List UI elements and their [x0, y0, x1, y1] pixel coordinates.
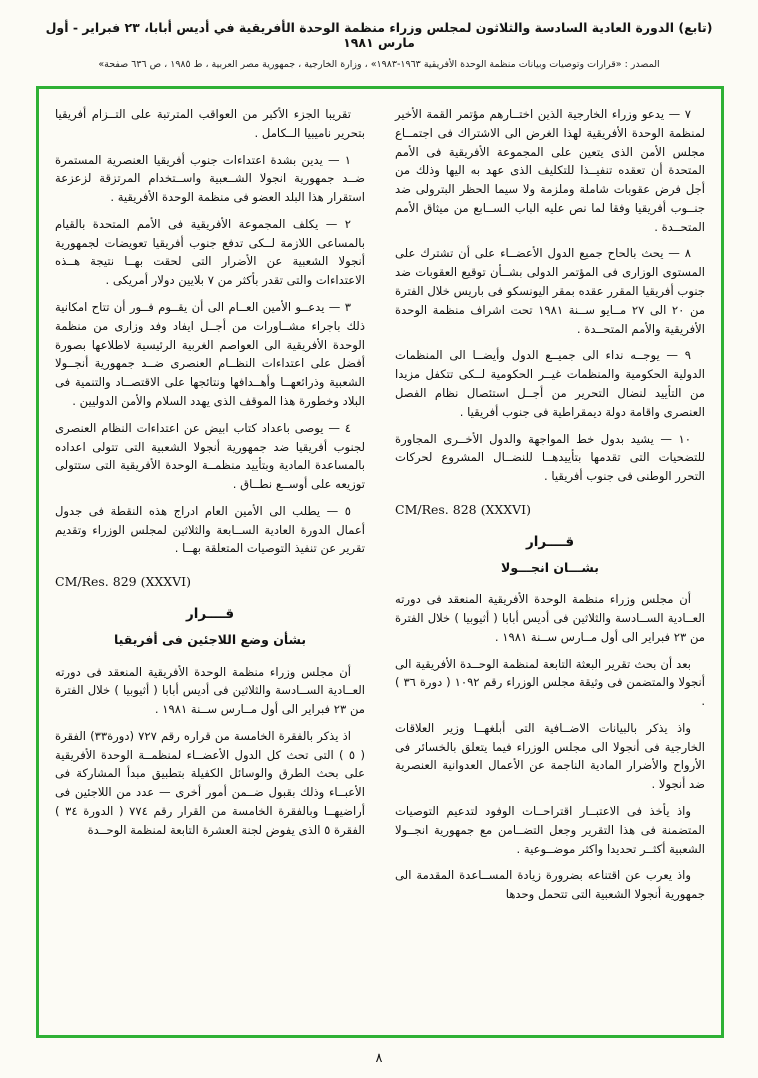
- resolution-subtitle: بشأن وضع اللاجئين فى أفريقيا: [113, 632, 307, 648]
- resolution-subtitle: بشـــان انجـــولا: [501, 559, 599, 575]
- body-paragraph: واذ يذكر بالبيانات الاضــافية التى أبلغهــا وزير العلاقات الخارجية فى أنجولا الى مجلس الوزراء فيما يتعلق بالخسائر فى الأرواح والأضرار المادية الناجمة عن الأعمال العدوانية العنصرية ضد أنجولا .: [395, 720, 705, 792]
- body-paragraph: بعد أن بحث تقرير البعثة التابعة لمنظمة الوحــدة الأفريقية الى أنجولا والمتضمن فى وثيقة مجلس الوزراء رقم ١٠٩٢ ( دورة ٣٦ ) .: [395, 656, 705, 709]
- document-header: [26, 20, 732, 70]
- body-paragraph: ٥ — يطلب الى الأمين العام ادراج هذه النقطة فى جدول أعمال الدورة العادية الســابعة والثلاثين لمجلس الوزراء وتقديم تقرير عن تنفيذ التوصيات المتعلقة بهــا .: [55, 503, 365, 556]
- body-paragraph: ٤ — يوصى باعداد كتاب ابيض عن اعتداءات النظام العنصرى لجنوب أفريقيا ضد جمهورية أنجولا الشعبية التى تتولى اعداده بالمساعدة المادية وبتأييد منظمــة الوحدة الأفريقية التى ستتولى توزيعه على أوســع نطــاق .: [55, 420, 365, 492]
- body-paragraph: ٣ — يدعــو الأمين العــام الى أن يقــوم فــور أن تتاح امكانية ذلك باجراء مشــاورات من أجــل ايفاد وفد وزارى من منظمة الوحدة الأفريقية الى العواصم الغربية الرئيسية لاطلاعها بصورة أفضل على اعتداءات النظــام العنصرى ضــد جمهورية أنجــولا الشعبية وذرائعهــا وأهــدافها ونتائجها على الاقتصــاد والتنمية فى البلاد وخطورة هذا الموقف الذى يهدد السلام والأمن الدوليين .: [55, 300, 365, 408]
- body-paragraph: أن مجلس وزراء منظمة الوحدة الأفريقية المنعقد فى دورته العــادية الســادسة والثلاثين فى أديس أبابا ( أثيوبيا ) خلال الفترة من ٢٣ فبراير الى أول مــارس ســنة ١٩٨١ .: [55, 664, 365, 717]
- body-paragraph: تقريبا الجزء الأكبر من العواقب المترتبة على التــزام أفريقيا بتحرير ناميبيا الــكامل .: [55, 107, 365, 140]
- body-paragraph: اذ يذكر بالفقرة الخامسة من قراره رقم ٧٢٧ (دورة٣٣) الفقرة ( ٥ ) التى تحث كل الدول الأعضــاء لمنظمــة الوحدة الأفريقية على بحث الطرق والوسائل الكفيلة بتطبيق مبدأ المشاركة فى الأعبــاء وذلك بقبول ضــمن أمور أخرى — عدد من اللاجئين فى أراضيهــا وبالفقرة الخامسة من القرار رقم ٧٧٤ ( الدورة ٣٤ ) الفقرة ٥ الذى يفوض لجنة العشرة التابعة لمنظمة الوحــدة: [55, 728, 365, 837]
- header-title: (تابع) الدورة العادية السادسة والثلاثون لمجلس وزراء منظمة الوحدة الأفريقية في أديس أبابا، ٢٣ فبراير - أول مارس ١٩٨١: [45, 20, 713, 50]
- body-paragraph: واذ يأخذ فى الاعتبــار اقتراحــات الوفود لتدعيم التوصيات المتضمنة فى هذا التقرير وجعل التضــامن مع جمهورية انجــولا الشعبية أكثــر تحديدا واكثر موضــوعية .: [395, 804, 705, 856]
- body-paragraph: ٩ — يوجــه نداء الى جميــع الدول وأيضــا الى المنظمات الدولية الحكومية والمنظمات غيــر الحكومية لــكى تتكفل مزيدا من التأييد لنضال التحرير من أجــل استئصال نظام الفصل العنصرى واقامة دولة ديمقراطية فى جنوب أفريقيا .: [395, 348, 705, 419]
- header-source-line: المصدر : «قرارات وتوصيات وبيانات منظمة الوحدة الأفريقية ١٩٦٣-١٩٨٣» ، وزارة الخارجية ، جمهورية مصر العربية ، ط ١٩٨٥ ، ص ٦٣٦ صفحة»: [98, 59, 660, 70]
- two-column-layout: [55, 105, 705, 1025]
- body-paragraph: أن مجلس وزراء منظمة الوحدة الأفريقية المنعقد فى دورته العــادية الســادسة والثلاثين فى أديس أبابا ( أثيوبيا ) خلال الفترة من ٢٣ فبراير الى أول مــارس ســنة ١٩٨١ .: [395, 592, 705, 644]
- content-border-box: [36, 86, 724, 1038]
- body-paragraph: ١٠ — يشيد بدول خط المواجهة والدول الأخــرى المجاورة للتضحيات التى تقدمها بتأييدهــا للنضــال المشروع لحركات التحرر الوطنى فى جنوب أفريقيا .: [395, 431, 705, 484]
- right-column: [395, 105, 705, 1025]
- resolution-title: قــــرار: [185, 606, 235, 623]
- body-paragraph: واذ يعرب عن اقتناعه بضرورة زيادة المســاعدة المقدمة الى جمهورية أنجولا الشعبية التى تتحمل وحدها: [395, 868, 705, 902]
- body-paragraph: ١ — يدين بشدة اعتداءات جنوب أفريقيا العنصرية المستمرة ضــد جمهورية انجولا الشــعبية واســتخدام المرتزقة لزعزعة استقرار هذا البلد العضو فى منظمة الوحدة الأفريقية .: [55, 152, 365, 205]
- left-column: [55, 105, 365, 1025]
- page-number: ٨: [375, 1051, 383, 1066]
- body-paragraph: ٢ — يكلف المجموعة الأفريقية فى الأمم المتحدة بالقيام بالمساعى اللازمة لــكى تدفع جنوب أفريقيا تعويضات لجمهورية أنجولا الشعبية عن الأضرار التى لحقت بهــا نتيجة هــذه الاعتداءات والتى تقدر بأكثر من ٧ بلايين دولار أمريكى .: [55, 216, 365, 288]
- body-paragraph: ٧ — يدعو وزراء الخارجية الذين اختــارهم مؤتمر القمة الأخير لمنظمة الوحدة الأفريقية لهذا الغرض الى الاشتراك فى اجتمــاع مجلس الأمن الذى يتعين على المجموعة الأفريقية فى الأمم المتحدة أن تعقده تنفيــذا للتكليف الذى عهد به اليها وذلك من أجل فرض عقوبات شاملة وملزمة ولا سيما الحظر البترولى ضد جنــوب أفريقيا وفقا لما نص عليه الباب الســابع من ميثاق الأمم المتحــدة .: [395, 107, 705, 234]
- resolution-title: قــــرار: [525, 534, 575, 551]
- body-paragraph: ٨ — يحث بالحاح جميع الدول الأعضــاء على أن تشترك على المستوى الوزارى فى المؤتمر الدولى بشــأن توقيع العقوبات ضد جنوب أفريقيا المقرر عقده بمقر اليونسكو فى باريس خلال الفترة من ٢٠ الى ٢٧ مــايو ســنة ١٩٨١ تحت اشراف منظمة الوحدة الأفريقية والأمم المتحــدة .: [395, 246, 705, 336]
- resolution-reference: CM/Res. 828 (XXXVI): [395, 501, 531, 517]
- resolution-reference: CM/Res. 829 (XXXVI): [55, 574, 191, 590]
